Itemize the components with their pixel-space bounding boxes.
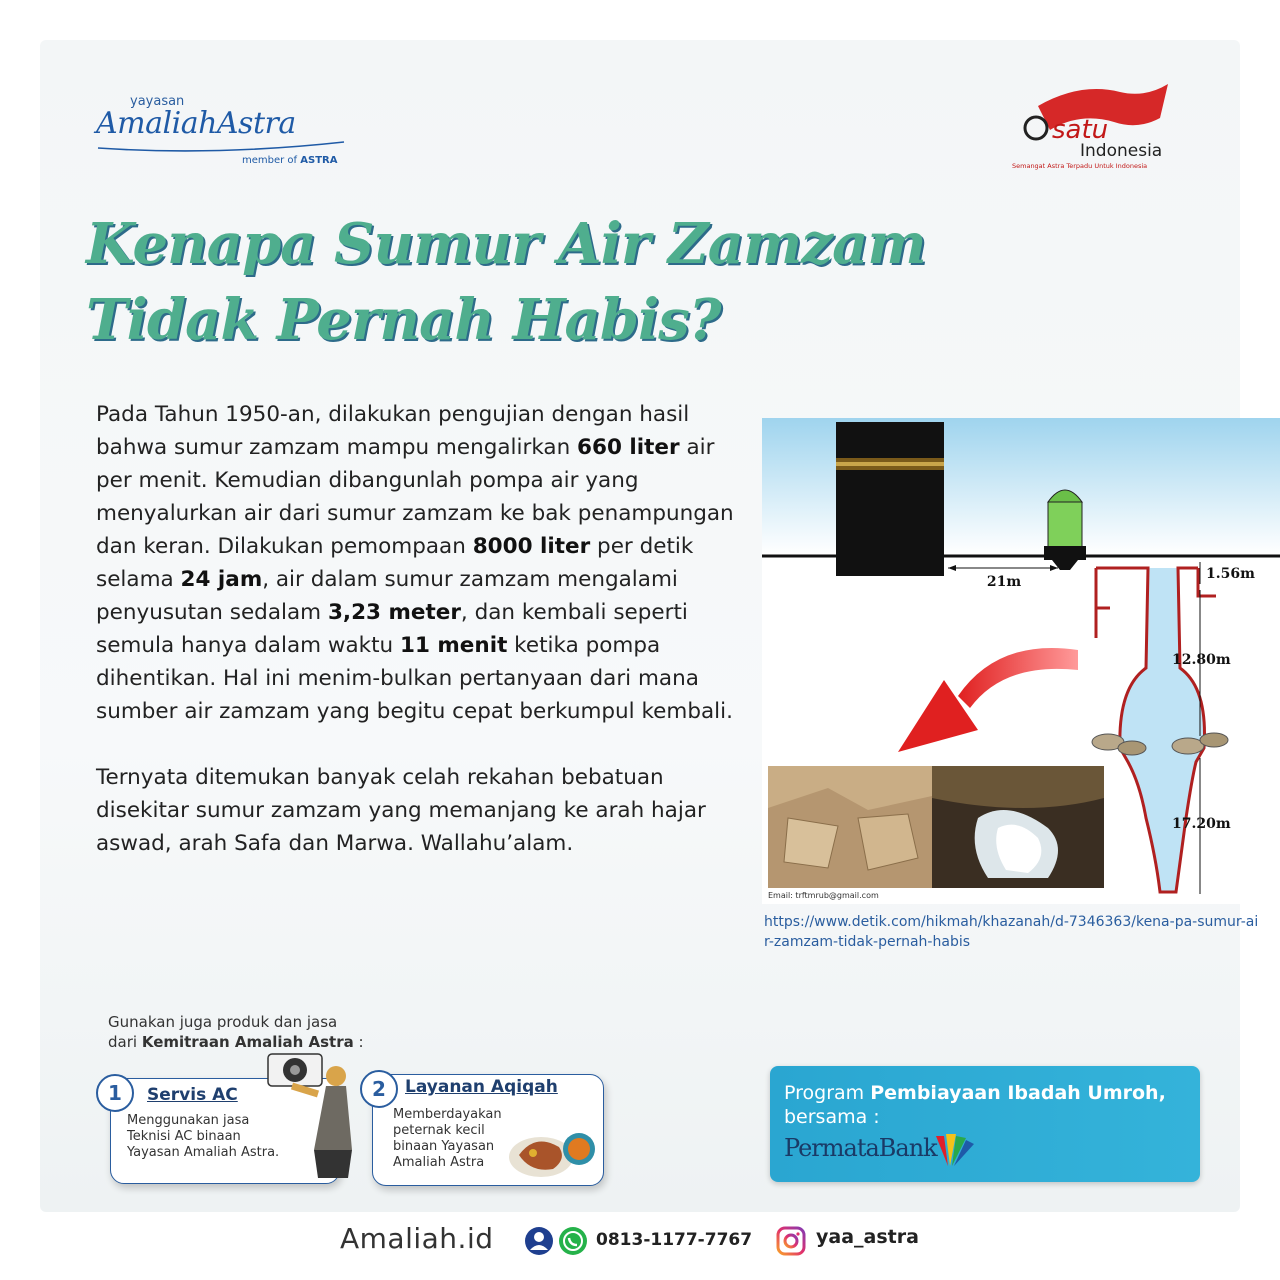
instagram-icon [776,1226,806,1256]
umroh-text-line-1: Program Pembiayaan Ibadah Umroh, [784,1082,1166,1104]
footer-phone[interactable]: 0813-1177-7767 [596,1230,753,1250]
article-body [96,398,736,860]
footer [0,1212,1280,1280]
title-line-1: Kenapa Sumur Air Zamzam [86,211,926,277]
whatsapp-icon [558,1226,588,1256]
svg-text:21m: 21m [986,574,1022,590]
zamzam-dome-icon [1044,490,1086,570]
svg-text:Indonesia: Indonesia [1080,141,1163,161]
footer-instagram[interactable]: yaa_astra [816,1226,919,1248]
kaaba-icon [836,422,944,576]
partners-intro: Gunakan juga produk dan jasa dari Kemitraan Amaliah Astra : [108,1013,364,1051]
service-card-aqiqah[interactable] [372,1074,604,1186]
permatabank-logo: PermataBank [784,1134,937,1162]
svg-text:17.20m: 17.20m [1172,816,1231,832]
logo-brand-text: AmaliahAstra [96,106,296,141]
service-desc-aqiqah: Memberdayakan peternak kecil binaan Yayasan Amaliah Astra [393,1107,502,1170]
svg-text:12.80m: 12.80m [1172,652,1231,668]
service-title-aqiqah: Layanan Aqiqah [405,1077,558,1097]
spring-photo [932,766,1104,888]
page-title [86,206,986,358]
logo-member-text: member of ASTRA [242,155,338,166]
rock-photo [768,766,932,888]
title-line-2: Tidak Pernah Habis? [86,287,721,353]
svg-text:Semangat Astra Terpadu Untuk I: Semangat Astra Terpadu Untuk Indonesia [1012,162,1148,170]
logo-yayasan-text: yayasan [130,94,185,109]
svg-text:1.56m: 1.56m [1206,566,1255,582]
permatabank-mark-icon [930,1130,976,1170]
article-paragraph-1: Pada Tahun 1950-an, dilakukan pengujian dengan hasil bahwa sumur zamzam mampu mengalirkan 660 liter air per menit. Kemudian dibangunlah pompa air yang menyalurkan air dari sumur zamzam ke bak penampungan dan keran. Dilakukan pemompaan 8000 liter per detik selama 24 jam, air dalam sumur zamzam mengalami penyusutan sedalam 3,23 meter, dan kembali seperti semula hanya dalam waktu 11 menit ketika pompa dihentikan. Hal ini menim-bulkan pertanyaan dari mana sumber air zamzam yang begitu cepat berkumpul kembali. [96,402,734,724]
amaliah-astra-logo [96,92,346,172]
service-title-ac: Servis AC [147,1085,238,1105]
logo-swoosh-icon [96,140,346,154]
source-link[interactable]: https://www.detik.com/hikmah/khazanah/d-7346363/kena-pa-sumur-air-zamzam-tidak-pernah-habis [764,914,1259,950]
contact-person-icon [524,1226,554,1256]
satu-indonesia-logo [1010,78,1190,178]
service-number-1: 1 [96,1074,134,1112]
footer-website[interactable]: Amaliah.id [340,1222,494,1255]
service-number-2: 2 [360,1070,398,1108]
service-desc-ac: Menggunakan jasa Teknisi AC binaan Yayasan Amaliah Astra. [127,1113,280,1160]
svg-text:satu: satu [1052,115,1109,145]
satu-flag-icon [1010,78,1190,178]
zamzam-well-diagram [748,418,1280,904]
umroh-text-line-2: bersama : [784,1106,880,1128]
umroh-program-banner[interactable] [770,1066,1200,1182]
ac-technician-icon [262,1050,354,1180]
aqiqah-food-icon [505,1115,601,1181]
svg-text:Email: trftmrub@gmail.com: Email: trftmrub@gmail.com [768,891,879,900]
article-paragraph-2: Ternyata ditemukan banyak celah rekahan bebatuan disekitar sumur zamzam yang memanjang ke arah hajar aswad, arah Safa dan Marwa. Wallahu’alam. [96,765,706,856]
